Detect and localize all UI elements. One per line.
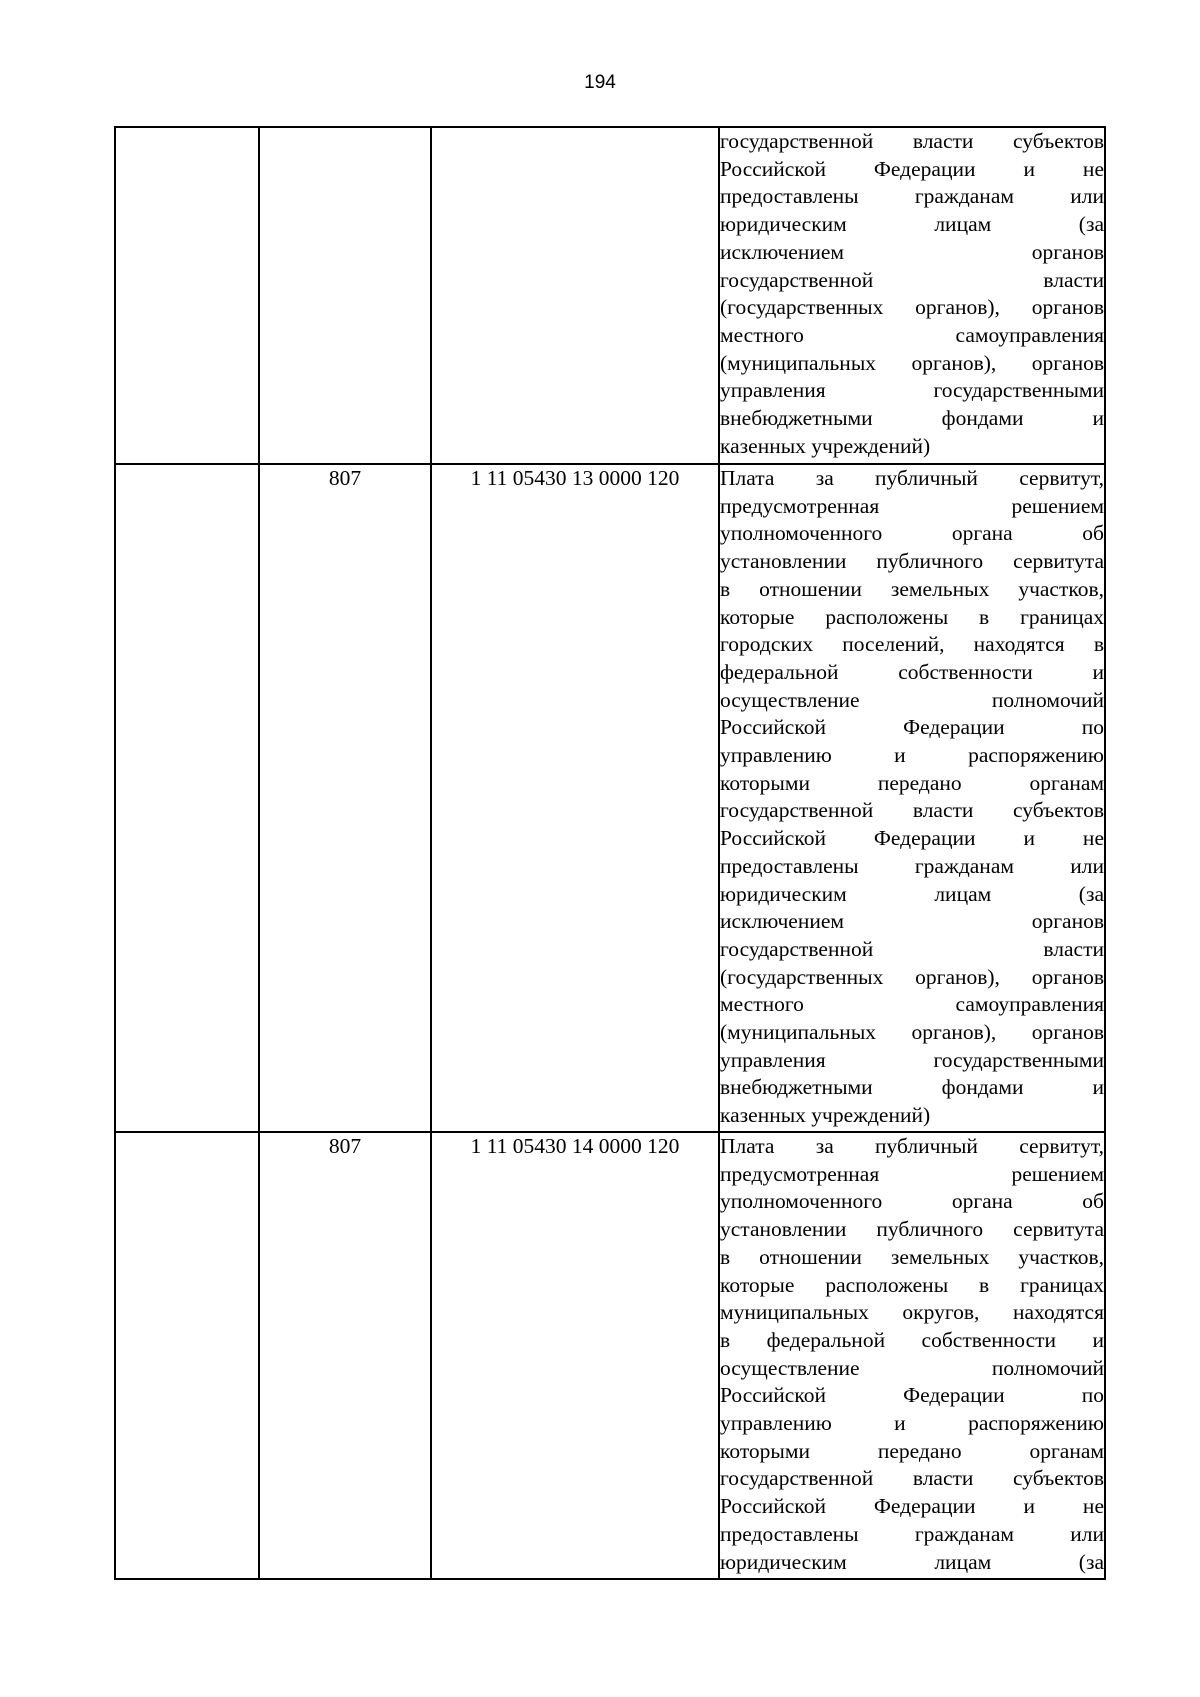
description-line: которые расположены в границах <box>720 604 1104 629</box>
description-line: предусмотренная решением <box>720 1161 1104 1186</box>
description-cell <box>719 127 1105 464</box>
page-number: 194 <box>584 72 616 93</box>
table-row <box>115 127 1105 464</box>
description-line: (государственных органов), органов <box>720 295 1104 320</box>
description-line: установлении публичного сервитута <box>720 549 1104 574</box>
description-line: юридическим лицам (за <box>720 1549 1104 1574</box>
description-line: местного самоуправления <box>720 992 1104 1017</box>
description-line: которыми передано органам <box>720 1438 1104 1463</box>
budget-code-cell: 1 11 05430 13 0000 120 <box>431 464 719 1132</box>
description-line: Российской Федерации и не <box>720 1494 1104 1519</box>
description-line: управления государственными <box>720 378 1104 403</box>
description-line: управлению и распоряжению <box>720 1411 1104 1436</box>
description-line: казенных учреждений) <box>720 1103 931 1128</box>
description-line: установлении публичного сервитута <box>720 1217 1104 1242</box>
row-number-cell <box>115 127 259 464</box>
description-line: в федеральной собственности и <box>720 1327 1104 1352</box>
description-line: которыми передано органам <box>720 770 1104 795</box>
description-line: исключением органов <box>720 239 1104 264</box>
description-line: в отношении земельных участков, <box>720 1244 1104 1269</box>
description-line: государственной власти субъектов <box>720 798 1104 823</box>
row-number-cell <box>115 1132 259 1579</box>
description-line: государственной власти субъектов <box>720 1466 1104 1491</box>
description-line: государственной власти субъектов <box>720 129 1104 153</box>
admin-code-cell: 807 <box>259 464 431 1132</box>
budget-codes-table <box>114 126 1106 1580</box>
description-line: управления государственными <box>720 1047 1104 1072</box>
table-row <box>115 464 1105 1132</box>
description-line: предоставлены гражданам или <box>720 184 1104 209</box>
description-line: управлению и распоряжению <box>720 743 1104 768</box>
table-row <box>115 1132 1105 1579</box>
description-line: предоставлены гражданам или <box>720 853 1104 878</box>
description-line: уполномоченного органа об <box>720 521 1104 546</box>
description-cell <box>719 464 1105 1132</box>
description-line: Плата за публичный сервитут, <box>720 466 1104 490</box>
description-line: государственной власти <box>720 267 1104 292</box>
description-line: Российской Федерации и не <box>720 826 1104 851</box>
description-line: муниципальных округов, находятся <box>720 1300 1104 1325</box>
description-line: которые расположены в границах <box>720 1272 1104 1297</box>
description-line: (муниципальных органов), органов <box>720 1020 1104 1045</box>
budget-code-cell <box>431 127 719 464</box>
description-line: казенных учреждений) <box>720 433 931 458</box>
description-line: в отношении земельных участков, <box>720 576 1104 601</box>
budget-code-cell: 1 11 05430 14 0000 120 <box>431 1132 719 1579</box>
description-line: Российской Федерации по <box>720 715 1104 740</box>
description-line: федеральной собственности и <box>720 659 1104 684</box>
description-line: (государственных органов), органов <box>720 964 1104 989</box>
row-number-cell <box>115 464 259 1132</box>
description-line: предусмотренная решением <box>720 493 1104 518</box>
description-line: уполномоченного органа об <box>720 1189 1104 1214</box>
description-line: внебюджетными фондами и <box>720 406 1104 431</box>
description-line: юридическим лицам (за <box>720 212 1104 237</box>
admin-code-cell: 807 <box>259 1132 431 1579</box>
description-line: Российской Федерации по <box>720 1383 1104 1408</box>
description-line: юридическим лицам (за <box>720 881 1104 906</box>
description-line: Плата за публичный сервитут, <box>720 1134 1104 1158</box>
description-line: осуществление полномочий <box>720 687 1104 712</box>
admin-code-cell <box>259 127 431 464</box>
description-line: местного самоуправления <box>720 322 1104 347</box>
description-line: Российской Федерации и не <box>720 156 1104 181</box>
description-line: осуществление полномочий <box>720 1355 1104 1380</box>
description-line: (муниципальных органов), органов <box>720 350 1104 375</box>
description-line: предоставлены гражданам или <box>720 1521 1104 1546</box>
description-line: городских поселений, находятся в <box>720 632 1104 657</box>
description-line: внебюджетными фондами и <box>720 1075 1104 1100</box>
description-line: государственной власти <box>720 936 1104 961</box>
description-line: исключением органов <box>720 909 1104 934</box>
description-cell <box>719 1132 1105 1579</box>
